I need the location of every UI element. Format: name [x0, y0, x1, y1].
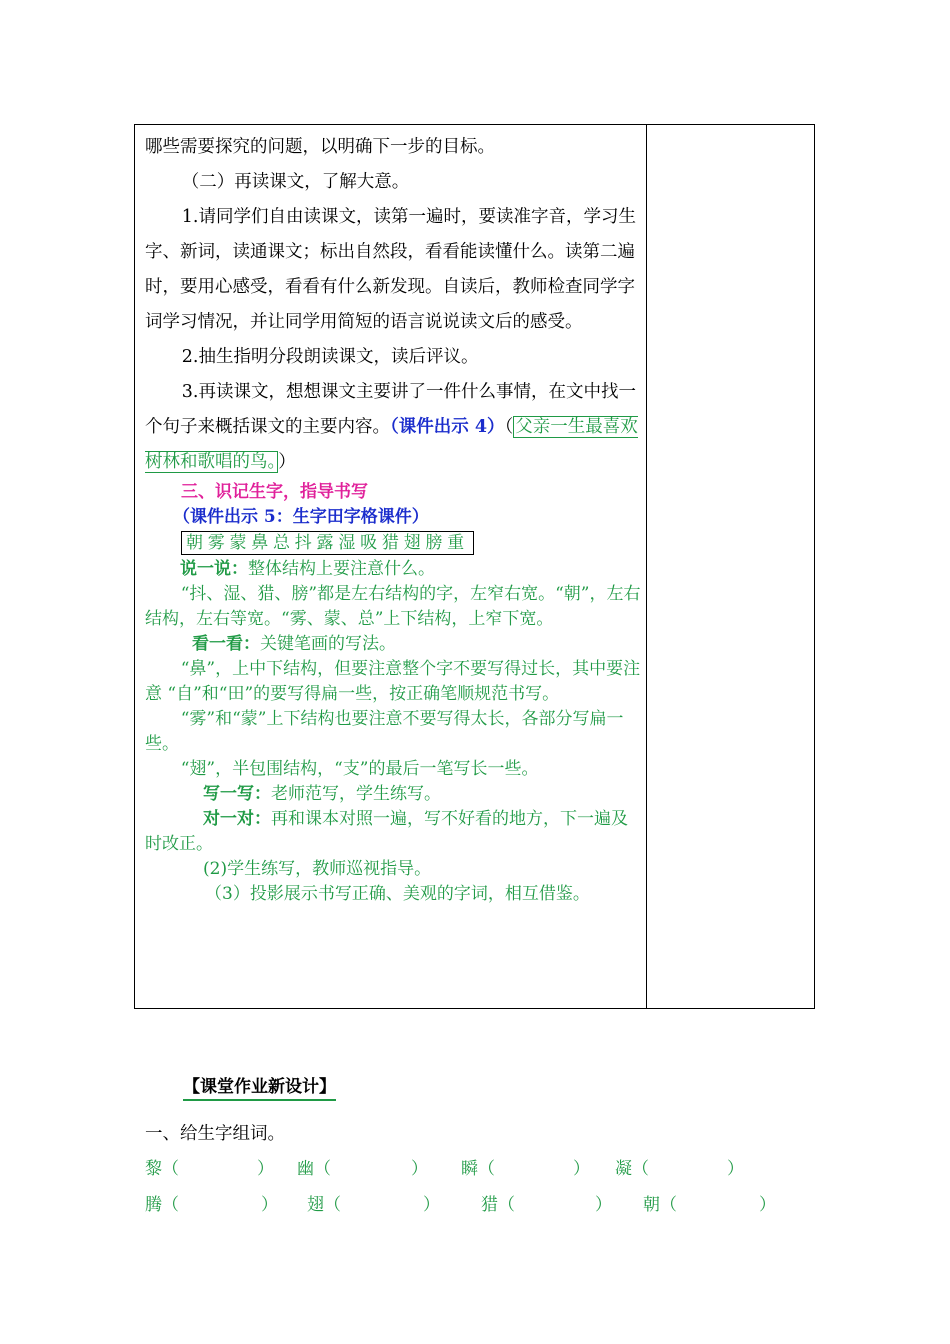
- column-divider: [646, 125, 647, 1008]
- question-1: 一、给生字组词。: [145, 1124, 285, 1144]
- look-label: 看一看：: [192, 634, 260, 654]
- homework-title: 【课堂作业新设计】: [183, 1072, 336, 1101]
- vocab-item: 瞬（: [461, 1159, 495, 1179]
- step-projection: （3）投影展示书写正确、美观的字词，相互借鉴。: [205, 884, 590, 904]
- vocab-close: ）: [411, 1159, 428, 1179]
- vocab-item: 凝（: [615, 1159, 649, 1179]
- check-line: [145, 807, 641, 857]
- structure-wu: “雾”和“蒙”上下结构也要注意不要写得太长，各部分写扁一些。: [145, 709, 624, 754]
- section3-title: 三、识记生字，指导书写: [181, 482, 368, 502]
- vocab-close: ）: [727, 1159, 744, 1179]
- close-paren: ）: [278, 452, 296, 472]
- write-text: 老师范写，学生练写。: [271, 784, 441, 804]
- check-text: 再和课本对照一遍，写不好看的地方，下一遍及时改正。: [145, 809, 628, 854]
- section3-heading-wrap: [145, 480, 641, 505]
- vocab-close: ）: [257, 1159, 274, 1179]
- vocab-item: 翅（: [307, 1195, 341, 1215]
- vocab-close: ）: [261, 1195, 278, 1215]
- lesson-table: [134, 124, 815, 1009]
- character-row-wrap: [145, 531, 641, 555]
- look-line: [145, 632, 641, 657]
- vocab-close: ）: [573, 1159, 590, 1179]
- structure-lr: “抖、湿、猎、膀”都是左右结构的字，左窄右宽。“朝”，左右结构，左右等宽。“雾、蒙、总”上下结构，上窄下宽。: [145, 584, 641, 629]
- say-text: 整体结构上要注意什么。: [248, 559, 435, 579]
- check-label: 对一对：: [203, 809, 271, 829]
- vocab-item: 朝（: [643, 1195, 677, 1215]
- vocab-close: ）: [595, 1195, 612, 1215]
- vocab-close: ）: [423, 1195, 440, 1215]
- line-reread-heading: （二）再读课文，了解大意。: [181, 172, 410, 192]
- step3-text: 3.再读课文，想想课文主要讲了一件什么事情，在文中找一个句子来概括课文的主要内容。: [145, 382, 636, 437]
- step-practice: (2)学生练写，教师巡视指导。: [203, 859, 432, 879]
- line-step2: 2.抽生指明分段朗读课文，读后评议。: [181, 347, 479, 367]
- open-paren: （: [504, 417, 514, 437]
- lesson-content-cell: [145, 125, 641, 907]
- vocab-item: 黎（: [145, 1159, 179, 1179]
- reading-section: [145, 125, 641, 480]
- vocab-close: ）: [759, 1195, 776, 1215]
- say-label: 说一说：: [180, 559, 248, 579]
- write-line: [145, 782, 641, 807]
- vocab-item: 腾（: [145, 1195, 179, 1215]
- vocab-row-1: [145, 1154, 805, 1180]
- vocab-item: 猎（: [481, 1195, 515, 1215]
- structure-bi: “鼻”，上中下结构，但要注意整个字不要写得过长，其中要注意 “自”和“田”的要写得扁一些，按正确笔顺规范书写。: [145, 659, 641, 704]
- line-goal: 哪些需要探究的问题，以明确下一步的目标。: [145, 137, 495, 157]
- courseware4-label: （课件出示 4）: [390, 417, 505, 437]
- structure-chi: “翅”，半包围结构，“支”的最后一笔写长一些。: [180, 759, 539, 779]
- vocab-row-2: [145, 1190, 805, 1216]
- courseware5-label: （课件出示 5：生字田字格课件）: [173, 507, 429, 527]
- write-label: 写一写：: [203, 784, 271, 804]
- character-row: 朝雾蒙鼻总抖露湿吸猎翅膀重: [181, 531, 474, 555]
- line-step3: [145, 375, 641, 480]
- writing-guide: [145, 557, 641, 907]
- vocab-item: 幽（: [297, 1159, 331, 1179]
- look-text: 关键笔画的写法。: [260, 634, 396, 654]
- say-line: [145, 557, 641, 582]
- boxed-sentence: 父亲一生最喜欢树林和歌唱的鸟。: [145, 417, 638, 472]
- line-step1: 1.请同学们自由读课文，读第一遍时，要读准字音，学习生字、新词，读通课文；标出自然段，看看能读懂什么。读第二遍时，要用心感受，看看有什么新发现。自读后，教师检查同学字词学习情况，并让同学用简短的语言说说读文后的感受。: [145, 207, 636, 332]
